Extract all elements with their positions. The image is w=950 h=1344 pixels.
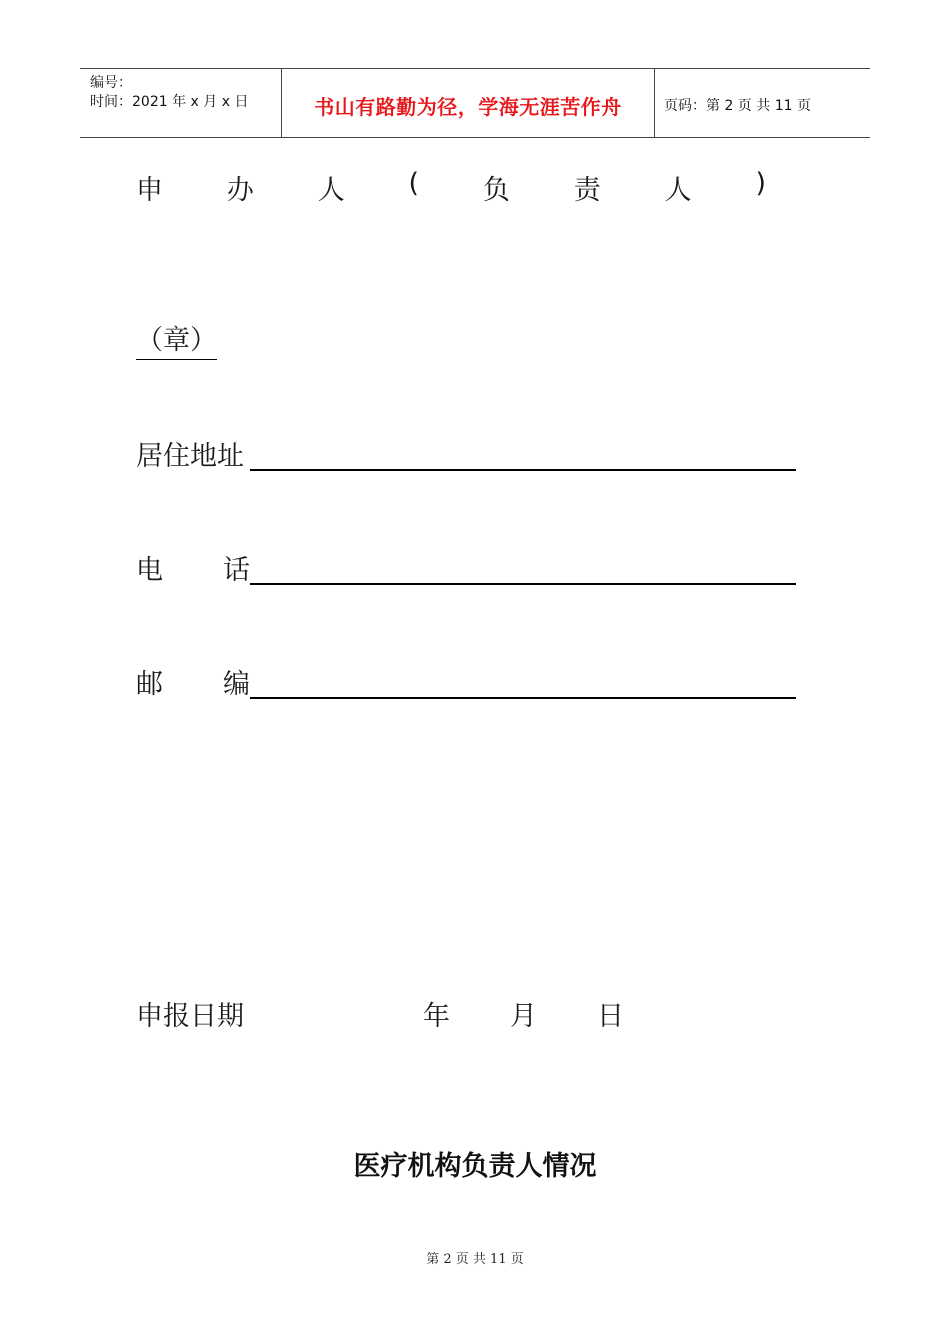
header-page-info: 页码：第 2 页 共 11 页 (664, 98, 811, 114)
applicant-char: 责 (573, 175, 601, 206)
header-number-label: 编号： (90, 75, 132, 91)
applicant-char: 负 (482, 175, 510, 206)
date-day-label: 日 (597, 1001, 624, 1032)
header-motto: 书山有路勤为径，学海无涯苦作舟 (314, 95, 622, 119)
address-field (136, 434, 796, 473)
postcode-label (136, 662, 250, 701)
applicant-char: ( (408, 168, 420, 199)
date-month-label: 月 (510, 1001, 537, 1032)
applicant-char: 办 (226, 175, 254, 206)
header-time-label: 时间：2021 年 x 月 x 日 (90, 94, 249, 110)
phone-field (136, 548, 796, 587)
address-label: 居住地址 (136, 441, 244, 472)
phone-input-line[interactable] (250, 555, 796, 585)
applicant-label (136, 168, 766, 207)
postcode-input-line[interactable] (250, 669, 796, 699)
address-input-line[interactable] (250, 441, 796, 471)
postcode-label-char: 编 (223, 669, 250, 700)
section-title: 医疗机构负责人情况 (353, 1151, 597, 1182)
applicant-char: ) (755, 168, 766, 199)
postcode-label-char: 邮 (136, 669, 163, 700)
phone-label-char: 话 (223, 555, 250, 586)
header-meta-cell (80, 69, 282, 137)
applicant-char: 人 (317, 175, 345, 206)
applicant-char: 人 (664, 175, 692, 206)
date-label: 申报日期 (136, 1001, 244, 1032)
page-header (80, 68, 870, 138)
date-year-label: 年 (423, 1001, 450, 1032)
page-footer: 第 2 页 共 11 页 (426, 1252, 524, 1267)
header-page-cell (655, 69, 870, 137)
header-motto-cell (282, 69, 655, 137)
phone-label-char: 电 (136, 555, 163, 586)
seal-label: （章） (136, 318, 217, 360)
applicant-char: 申 (136, 175, 163, 206)
postcode-field (136, 662, 796, 701)
phone-label (136, 548, 250, 587)
